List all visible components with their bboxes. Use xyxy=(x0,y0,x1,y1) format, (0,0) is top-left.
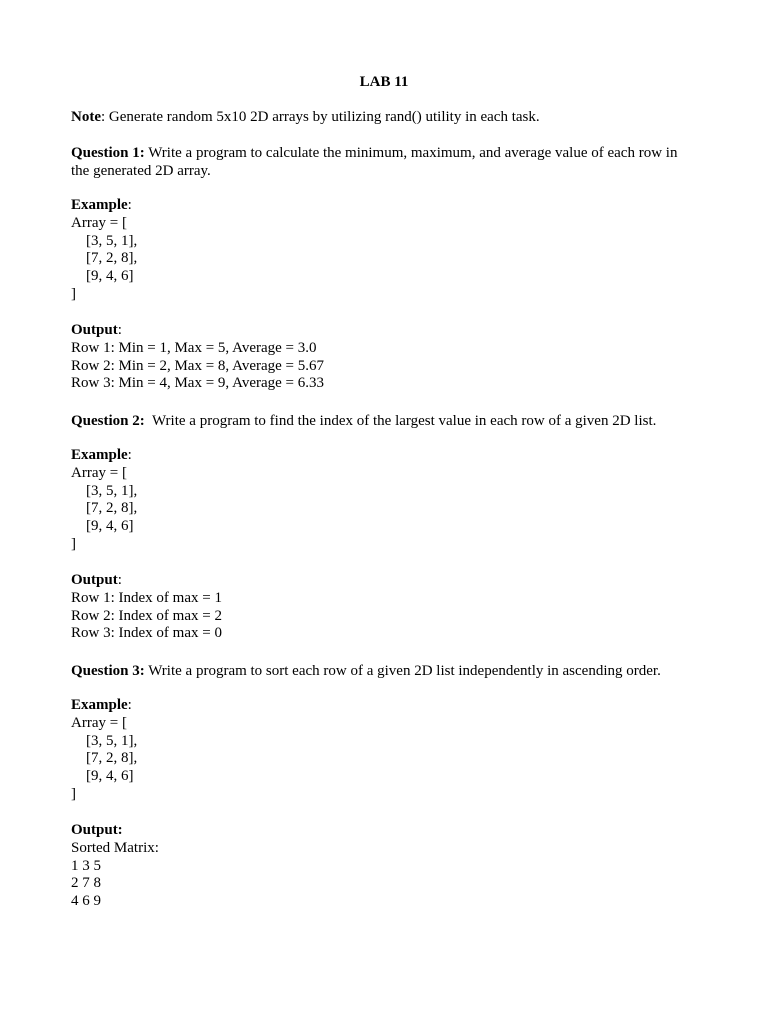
example-label: Example xyxy=(71,197,128,213)
page-title: LAB 11 xyxy=(359,74,409,90)
note-paragraph xyxy=(71,108,691,126)
question-2-text: Write a program to find the index of the largest value in each row of a given 2D list. xyxy=(144,413,657,429)
output-label: Output xyxy=(71,322,118,338)
array-close: ] xyxy=(71,785,76,802)
question-3-output xyxy=(71,822,691,911)
output-line: Row 2: Min = 2, Max = 8, Average = 5.67 xyxy=(71,357,324,374)
output-line: Row 1: Index of max = 1 xyxy=(71,589,222,606)
output-line: Sorted Matrix: xyxy=(71,839,159,856)
array-open: Array = [ xyxy=(71,464,127,481)
question-2-output: Output: Row 1: Index of max = 1 Row 2: Index of max = 2 Row 3: Index of max = 0 xyxy=(71,572,691,643)
array-row: [3, 5, 1], xyxy=(86,232,138,249)
note-text: : Generate random 5x10 2D arrays by utilizing rand() utility in each task. xyxy=(101,109,540,125)
question-3-label: Question 3: xyxy=(71,663,145,679)
array-row: [7, 2, 8], xyxy=(86,750,138,767)
output-line: 4 6 9 xyxy=(71,893,101,910)
array-row: [9, 4, 6] xyxy=(86,518,134,535)
note-label: Note xyxy=(71,109,101,125)
question-2-label: Question 2: xyxy=(71,413,145,429)
output-line: 1 3 5 xyxy=(71,857,101,874)
array-close: ] xyxy=(71,285,76,302)
example-label: Example xyxy=(71,697,128,713)
output-line: Row 1: Min = 1, Max = 5, Average = 3.0 xyxy=(71,339,317,356)
question-2-example: Example: Array = [ [3, 5, 1], [7, 2, 8], [9, 4, 6] ] xyxy=(71,447,691,554)
array-row: [3, 5, 1], xyxy=(86,732,138,749)
array-row: [9, 4, 6] xyxy=(86,268,134,285)
array-row: [7, 2, 8], xyxy=(86,250,138,267)
question-1-output: Output: Row 1: Min = 1, Max = 5, Average = 3.0 Row 2: Min = 2, Max = 8, Average = 5.67 Row 3: Min = 4, Max = 9, Average = 6.33 xyxy=(71,322,691,393)
output-label: Output xyxy=(71,572,118,588)
question-2-prompt xyxy=(71,412,691,430)
array-open: Array = [ xyxy=(71,214,127,231)
output-line: 2 7 8 xyxy=(71,875,101,892)
question-1-example: Example: Array = [ [3, 5, 1], [7, 2, 8], [9, 4, 6] ] xyxy=(71,197,691,304)
output-line: Row 3: Index of max = 0 xyxy=(71,625,222,642)
array-row: [3, 5, 1], xyxy=(86,482,138,499)
question-1-text: Write a program to calculate the minimum, maximum, and average value of each row in the generated 2D array. xyxy=(71,145,678,179)
output-line: Row 2: Index of max = 2 xyxy=(71,607,222,624)
array-row: [7, 2, 8], xyxy=(86,500,138,517)
output-line: Row 3: Min = 4, Max = 9, Average = 6.33 xyxy=(71,375,324,392)
question-3-example: Example: Array = [ [3, 5, 1], [7, 2, 8], [9, 4, 6] ] xyxy=(71,697,691,804)
array-close: ] xyxy=(71,535,76,552)
question-3-prompt xyxy=(71,662,691,680)
question-1-label: Question 1: xyxy=(71,145,145,161)
output-label: Output: xyxy=(71,822,123,838)
question-3-text: Write a program to sort each row of a given 2D list independently in ascending order. xyxy=(144,663,661,679)
question-1-prompt xyxy=(71,144,691,180)
array-row: [9, 4, 6] xyxy=(86,768,134,785)
example-label: Example xyxy=(71,447,128,463)
array-open: Array = [ xyxy=(71,714,127,731)
